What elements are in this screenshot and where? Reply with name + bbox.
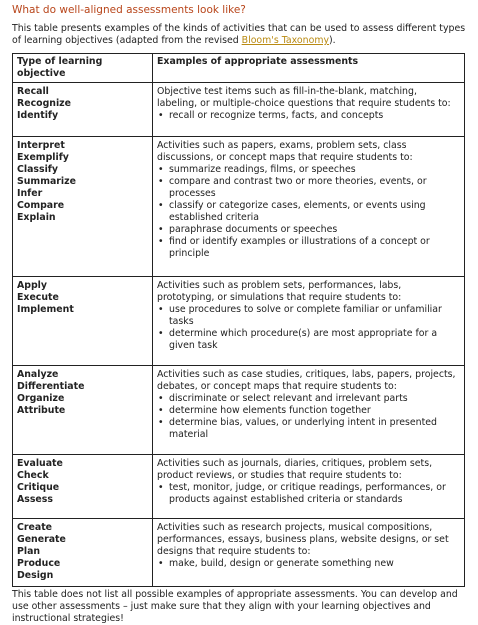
- closing-paragraph: This table does not list all possible examples of appropriate assessments. You can develop and use other assessments – just make sure that they align with your learning objectives and instructional strategies!: [12, 589, 458, 624]
- objective-verbs: [13, 519, 153, 587]
- assessment-examples: [153, 83, 465, 137]
- objective-verbs: [13, 83, 153, 137]
- assessment-bullets: [157, 304, 460, 352]
- verb: Infer: [17, 188, 43, 199]
- assessment-table: [12, 53, 465, 587]
- blooms-taxonomy-link[interactable]: Bloom's Taxonomy: [241, 35, 330, 46]
- verb: Create: [17, 522, 53, 533]
- verb: Generate: [17, 534, 66, 545]
- assessment-description: Activities such as case studies, critiques, labs, papers, projects, debates, or concept maps that require students to:: [157, 369, 456, 392]
- verb: Recall: [17, 86, 49, 97]
- verb: Organize: [17, 393, 65, 404]
- table-header-row: [13, 54, 465, 83]
- objective-verbs: [13, 277, 153, 366]
- assessment-description: Activities such as journals, diaries, critiques, problem sets, product reviews, or studies that require students to:: [157, 458, 433, 481]
- assessment-description: Activities such as problem sets, performances, labs, prototyping, or simulations that require students to:: [157, 280, 402, 303]
- table-row: [13, 455, 465, 519]
- header-assessment-examples: Examples of appropriate assessments: [153, 54, 465, 83]
- list-item: • use procedures to solve or complete familiar or unfamiliar tasks: [157, 304, 460, 328]
- assessment-examples: [153, 519, 465, 587]
- list-item: • test, monitor, judge, or critique readings, performances, or products against established criteria or standards: [157, 482, 460, 506]
- verb: Implement: [17, 304, 74, 315]
- list-item: • summarize readings, films, or speeches: [157, 164, 460, 176]
- list-item: • recall or recognize terms, facts, and concepts: [157, 110, 460, 122]
- list-item: • make, build, design or generate something new: [157, 558, 460, 570]
- assessment-bullets: [157, 482, 460, 506]
- assessment-bullets: [157, 164, 460, 260]
- list-item: • determine which procedure(s) are most appropriate for a given task: [157, 328, 460, 352]
- list-item: • determine how elements function together: [157, 405, 460, 417]
- objective-verbs: [13, 137, 153, 277]
- verb: Evaluate: [17, 458, 63, 469]
- objective-verbs: [13, 366, 153, 455]
- intro-suffix: ).: [329, 35, 336, 46]
- verb: Execute: [17, 292, 59, 303]
- table-row: [13, 137, 465, 277]
- table-row: [13, 277, 465, 366]
- verb: Design: [17, 570, 54, 581]
- assessment-examples: [153, 366, 465, 455]
- assessment-description: Activities such as research projects, musical compositions, performances, essays, business plans, website designs, or set designs that require students to:: [157, 522, 449, 557]
- verb: Compare: [17, 200, 65, 211]
- verb: Critique: [17, 482, 60, 493]
- assessment-bullets: [157, 393, 460, 441]
- table-row: [13, 366, 465, 455]
- assessment-description: Activities such as papers, exams, problem sets, class discussions, or concept maps that require students to:: [157, 140, 413, 163]
- verb: Assess: [17, 494, 53, 505]
- table-row: [13, 83, 465, 137]
- list-item: • paraphrase documents or speeches: [157, 224, 460, 236]
- verb: Analyze: [17, 369, 59, 380]
- header-objective-type: Type of learning objective: [13, 54, 153, 83]
- verb: Apply: [17, 280, 48, 291]
- verb: Explain: [17, 212, 56, 223]
- assessment-bullets: [157, 558, 460, 570]
- assessment-description: Objective test items such as fill-in-the-blank, matching, labeling, or multiple-choice questions that require students to:: [157, 86, 451, 109]
- list-item: • compare and contrast two or more theories, events, or processes: [157, 176, 460, 200]
- assessment-bullets: [157, 110, 460, 122]
- verb: Attribute: [17, 405, 66, 416]
- verb: Plan: [17, 546, 41, 557]
- verb: Recognize: [17, 98, 71, 109]
- verb: Exemplify: [17, 152, 69, 163]
- assessment-examples: [153, 137, 465, 277]
- verb: Classify: [17, 164, 58, 175]
- list-item: • discriminate or select relevant and irrelevant parts: [157, 393, 460, 405]
- verb: Produce: [17, 558, 61, 569]
- list-item: • classify or categorize cases, elements, or events using established criteria: [157, 200, 460, 224]
- verb: Check: [17, 470, 49, 481]
- objective-verbs: [13, 455, 153, 519]
- list-item: • determine bias, values, or underlying intent in presented material: [157, 417, 460, 441]
- page-title: What do well-aligned assessments look like?: [12, 4, 246, 16]
- verb: Differentiate: [17, 381, 85, 392]
- verb: Summarize: [17, 176, 76, 187]
- assessment-examples: [153, 277, 465, 366]
- list-item: • find or identify examples or illustrations of a concept or principle: [157, 236, 460, 260]
- verb: Interpret: [17, 140, 65, 151]
- intro-paragraph: [12, 23, 466, 47]
- assessment-examples: [153, 455, 465, 519]
- table-row: [13, 519, 465, 587]
- intro-text: This table presents examples of the kinds of activities that can be used to assess different types of learning objectives (adapted from the revised: [12, 23, 466, 46]
- verb: Identify: [17, 110, 59, 121]
